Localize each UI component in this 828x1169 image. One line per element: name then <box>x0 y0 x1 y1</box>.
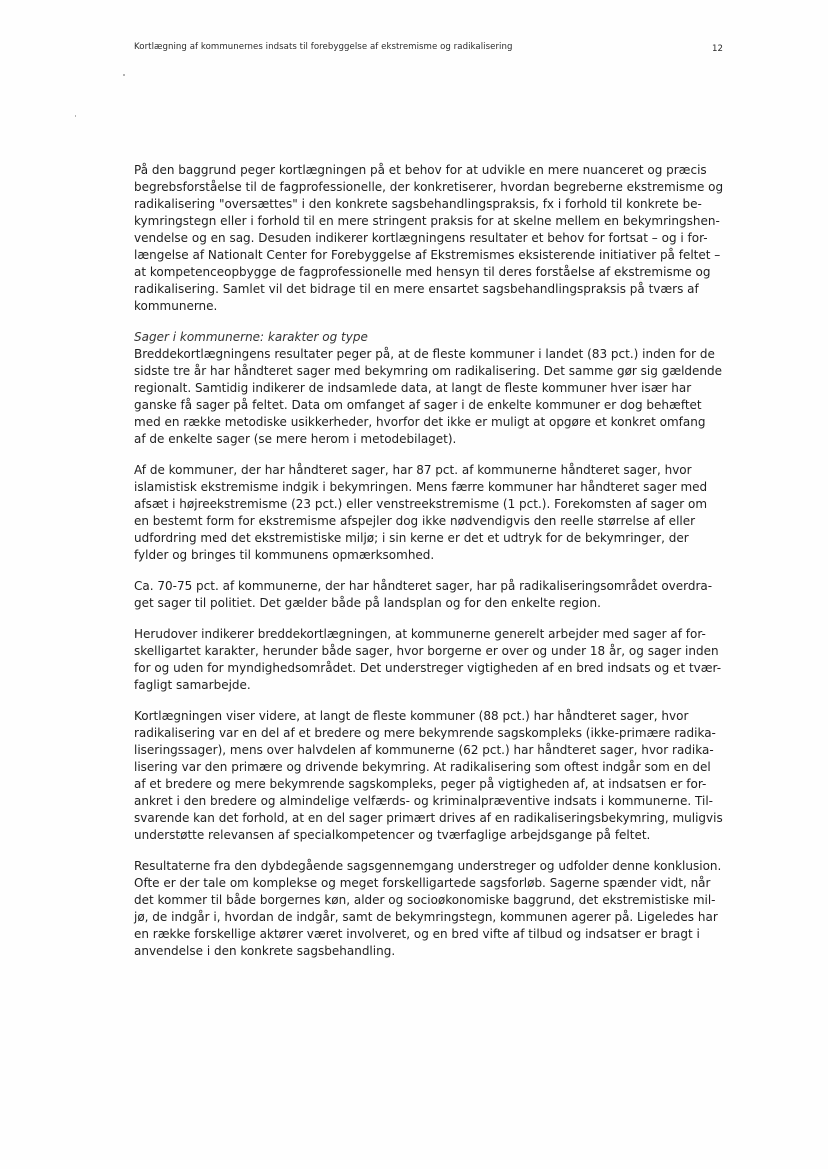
text-line: begrebsforståelse til de fagprofessionelle, der konkretiserer, hvordan begreberne ekstremisme og <box>134 180 724 194</box>
body-text <box>134 162 734 960</box>
paragraph <box>134 329 734 448</box>
text-line: islamistisk ekstremisme indgik i bekymringen. Mens færre kommuner har håndteret sager med <box>134 480 708 494</box>
text-line: radikalisering. Samlet vil det bidrage til en mere ensartet sagsbehandlingspraksis på tværs af <box>134 282 699 296</box>
text-line: Ofte er der tale om komplekse og meget forskelligartede sagsforløb. Sagerne spænder vidt, når <box>134 876 711 890</box>
text-line: vendelse og en sag. Desuden indikerer kortlægningens resultater et behov for fortsat – og i for- <box>134 231 708 245</box>
text-line: sidste tre år har håndteret sager med bekymring om radikalisering. Det samme gør sig gældende <box>134 364 723 378</box>
text-line: radikalisering var en del af et bredere og mere bekymrende sagskompleks (ikke-primære radika- <box>134 726 716 740</box>
text-line: kymringstegn eller i forhold til en mere stringent praksis for at skelne mellem en bekymringshen- <box>134 214 720 228</box>
text-line: ganske få sager på feltet. Data om omfanget af sager i de enkelte kommuner er dog behæftet <box>134 398 702 412</box>
text-line: Resultaterne fra den dybdegående sagsgennemgang understreger og udfolder denne konklusion. <box>134 859 722 873</box>
text-line: radikalisering "oversættes" i den konkrete sagsbehandlingspraksis, fx i forhold til konkrete be- <box>134 197 702 211</box>
paragraph <box>134 578 734 612</box>
text-line: Af de kommuner, der har håndteret sager, har 87 pct. af kommunerne håndteret sager, hvor <box>134 463 692 477</box>
paragraph <box>134 858 734 960</box>
text-line: udfordring med det ekstremistiske miljø; i sin kerne er det et udtryk for de bekymringer, der <box>134 531 689 545</box>
text-line: fylder og bringes til kommunens opmærksomhed. <box>134 548 435 562</box>
text-line: fagligt samarbejde. <box>134 678 251 692</box>
text-line: af de enkelte sager (se mere herom i metodebilaget). <box>134 432 457 446</box>
text-line: længelse af Nationalt Center for Forebyggelse af Ekstremismes eksisterende initiativer på feltet – <box>134 248 721 262</box>
paragraph <box>134 162 734 315</box>
text-line: anvendelse i den konkrete sagsbehandling. <box>134 944 396 958</box>
text-line: understøtte relevansen af specialkompetencer og tværfaglige arbejdsgange på feltet. <box>134 828 651 842</box>
page-number: 12 <box>712 44 723 54</box>
text-line: jø, de indgår i, hvordan de indgår, samt de bekymringstegn, kommunen agerer på. Ligeledes har <box>134 910 718 924</box>
text-line: get sager til politiet. Det gælder både på landsplan og for den enkelte region. <box>134 596 601 610</box>
paragraph <box>134 462 734 564</box>
text-line: svarende kan det forhold, at en del sager primært drives af en radikaliseringsbekymring, muligvis <box>134 811 723 825</box>
section-heading: Sager i kommunerne: karakter og type <box>134 330 368 344</box>
text-line: Breddekortlægningens resultater peger på, at de fleste kommuner i landet (83 pct.) inden for de <box>134 347 715 361</box>
paragraph <box>134 708 734 844</box>
text-line: skelligartet karakter, herunder både sager, hvor borgerne er over og under 18 år, og sager inden <box>134 644 719 658</box>
text-line: Herudover indikerer breddekortlægningen, at kommunerne generelt arbejder med sager af for- <box>134 627 706 641</box>
text-line: kommunerne. <box>134 299 218 313</box>
scan-speck <box>123 74 125 76</box>
text-line: Kortlægningen viser videre, at langt de fleste kommuner (88 pct.) har håndteret sager, hvor <box>134 709 689 723</box>
text-line: en række forskellige aktører været involveret, og en bred vifte af tilbud og indsatser er bragt i <box>134 927 700 941</box>
text-line: at kompetenceopbygge de fagprofessionelle med hensyn til deres forståelse af ekstremisme og <box>134 265 711 279</box>
text-line: ankret i den bredere og almindelige velfærds- og kriminalpræventive indsats i kommunerne. Til- <box>134 794 714 808</box>
text-line: Ca. 70-75 pct. af kommunerne, der har håndteret sager, har på radikaliseringsområdet overdra- <box>134 579 713 593</box>
text-line: lisering var den primære og drivende bekymring. At radikalisering som oftest indgår som en del <box>134 760 711 774</box>
text-line: regionalt. Samtidig indikerer de indsamlede data, at langt de fleste kommuner hver især har <box>134 381 692 395</box>
text-line: for og uden for myndighedsområdet. Det understreger vigtigheden af en bred indsats og et tvær- <box>134 661 722 675</box>
text-line: med en række metodiske usikkerheder, hvorfor det ikke er muligt at opgøre et konkret omfang <box>134 415 706 429</box>
paragraph <box>134 626 734 694</box>
text-line: liseringssager), mens over halvdelen af kommunerne (62 pct.) har håndteret sager, hvor radika- <box>134 743 714 757</box>
text-line: På den baggrund peger kortlægningen på et behov for at udvikle en mere nuanceret og præcis <box>134 163 707 177</box>
running-header: Kortlægning af kommunernes indsats til forebyggelse af ekstremisme og radikalisering <box>134 42 513 52</box>
text-line: en bestemt form for ekstremisme afspejler dog ikke nødvendigvis den reelle størrelse af eller <box>134 514 696 528</box>
scan-speck <box>75 115 76 117</box>
text-line: afsæt i højreekstremisme (23 pct.) eller venstreekstremisme (1 pct.). Forekomsten af sager om <box>134 497 708 511</box>
text-line: af et bredere og mere bekymrende sagskompleks, peger på vigtigheden af, at indsatsen er for- <box>134 777 707 791</box>
text-line: det kommer til både borgernes køn, alder og socioøkonomiske baggrund, det ekstremistiske mil- <box>134 893 716 907</box>
